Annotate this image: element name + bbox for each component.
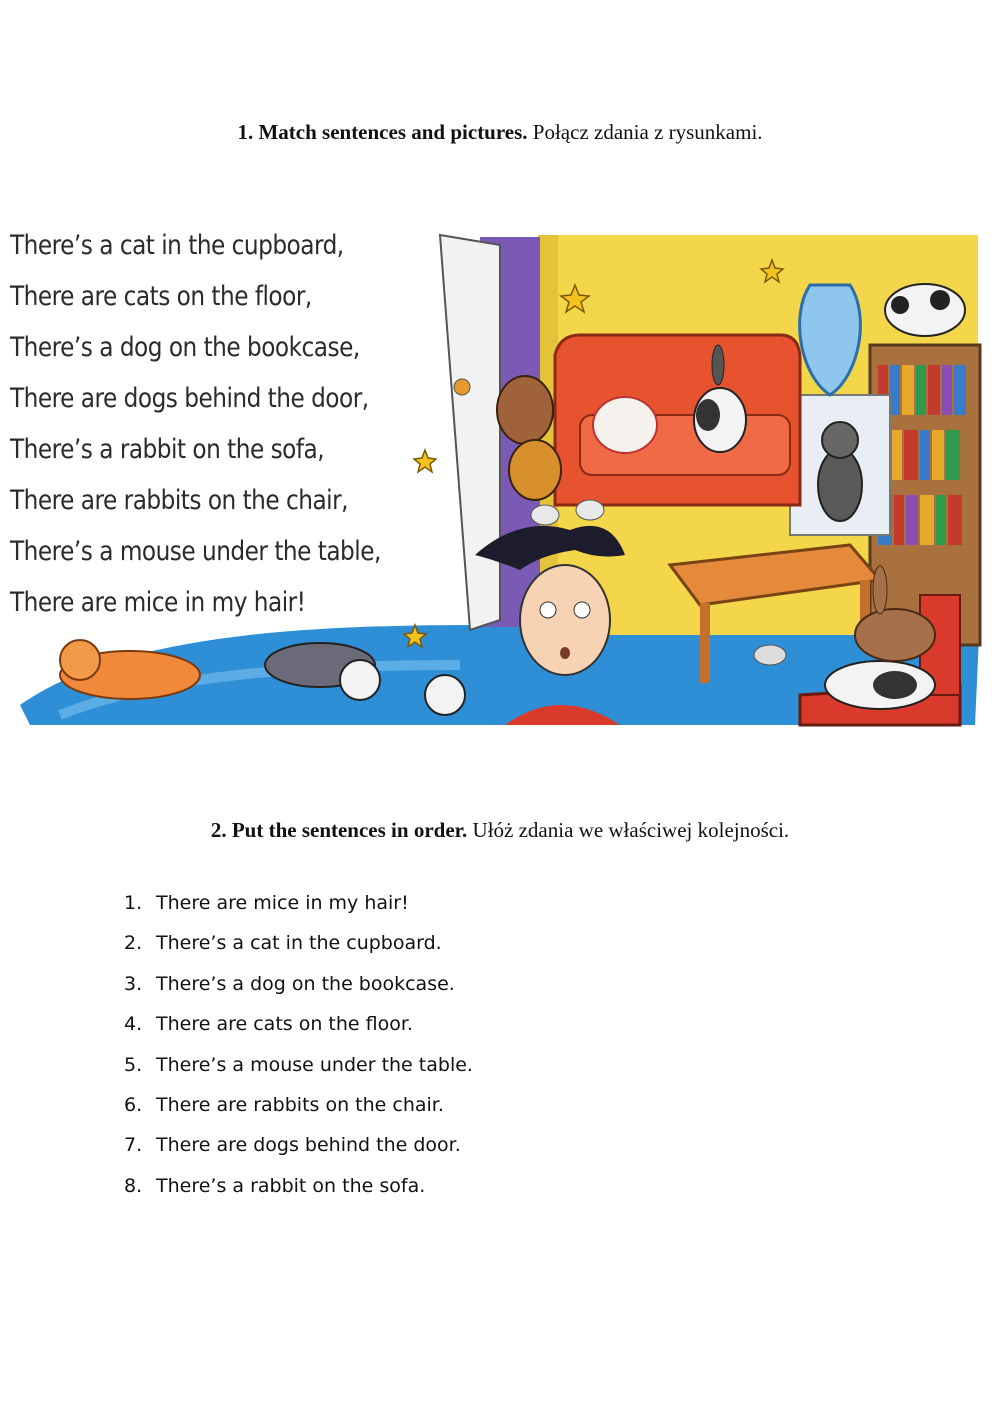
- poem-line: There’s a mouse under the table,: [10, 536, 381, 567]
- list-item[interactable]: [124, 967, 473, 1007]
- list-item[interactable]: [124, 1007, 473, 1047]
- door-knob: [454, 379, 470, 395]
- item-text: There’s a mouse under the table.: [156, 1053, 473, 1076]
- mouse-under-table: [754, 645, 786, 665]
- white-door-panel: [440, 235, 500, 630]
- exercise-1-title-bold: 1. Match sentences and pictures.: [237, 120, 528, 144]
- poem-line: There are dogs behind the door,: [10, 383, 369, 414]
- item-number: 5.: [124, 1053, 143, 1076]
- item-number: 2.: [124, 932, 143, 955]
- poem-line: There’s a rabbit on the sofa,: [10, 434, 325, 465]
- poem-line: There’s a dog on the bookcase,: [10, 332, 360, 363]
- item-number: 3.: [124, 972, 143, 995]
- list-item[interactable]: [124, 886, 473, 926]
- list-item[interactable]: [124, 926, 473, 966]
- item-text: There are dogs behind the door.: [156, 1134, 461, 1157]
- cushion: [593, 397, 657, 453]
- exercise-1-heading: [0, 120, 1000, 145]
- poem-line: There are rabbits on the chair,: [10, 485, 349, 516]
- list-item[interactable]: [124, 1169, 473, 1209]
- exercise-1-title-translation: Połącz zdania z rysunkami.: [527, 120, 763, 144]
- item-number: 8.: [124, 1174, 143, 1197]
- cat-in-cupboard: [818, 422, 862, 521]
- list-item[interactable]: [124, 1048, 473, 1088]
- item-text: There’s a cat in the cupboard.: [156, 932, 442, 955]
- poem-line: There are cats on the floor,: [10, 281, 312, 312]
- item-number: 1.: [124, 892, 143, 914]
- item-number: 6.: [124, 1093, 143, 1116]
- exercise-2-title-bold: 2. Put the sentences in order.: [210, 818, 468, 842]
- item-text: There are mice in my hair!: [156, 892, 409, 914]
- item-text: There are rabbits on the chair.: [156, 1093, 444, 1116]
- exercise-2-heading: [0, 818, 1000, 843]
- item-number: 4.: [124, 1013, 143, 1036]
- item-text: There’s a rabbit on the sofa.: [156, 1174, 426, 1197]
- dog-on-bookcase: [885, 284, 965, 336]
- poem-line: There’s a cat in the cupboard,: [10, 230, 344, 261]
- exercise-2-title-translation: Ułóż zdania we właściwej kolejności.: [467, 818, 790, 842]
- list-item[interactable]: [124, 1128, 473, 1168]
- item-text: There’s a dog on the bookcase.: [156, 972, 455, 995]
- item-text: There are cats on the floor.: [156, 1013, 413, 1036]
- poem-line: There are mice in my hair!: [10, 587, 306, 618]
- list-item[interactable]: [124, 1088, 473, 1128]
- poem: [10, 220, 414, 628]
- item-number: 7.: [124, 1134, 143, 1157]
- sentence-order-list: [124, 886, 473, 1209]
